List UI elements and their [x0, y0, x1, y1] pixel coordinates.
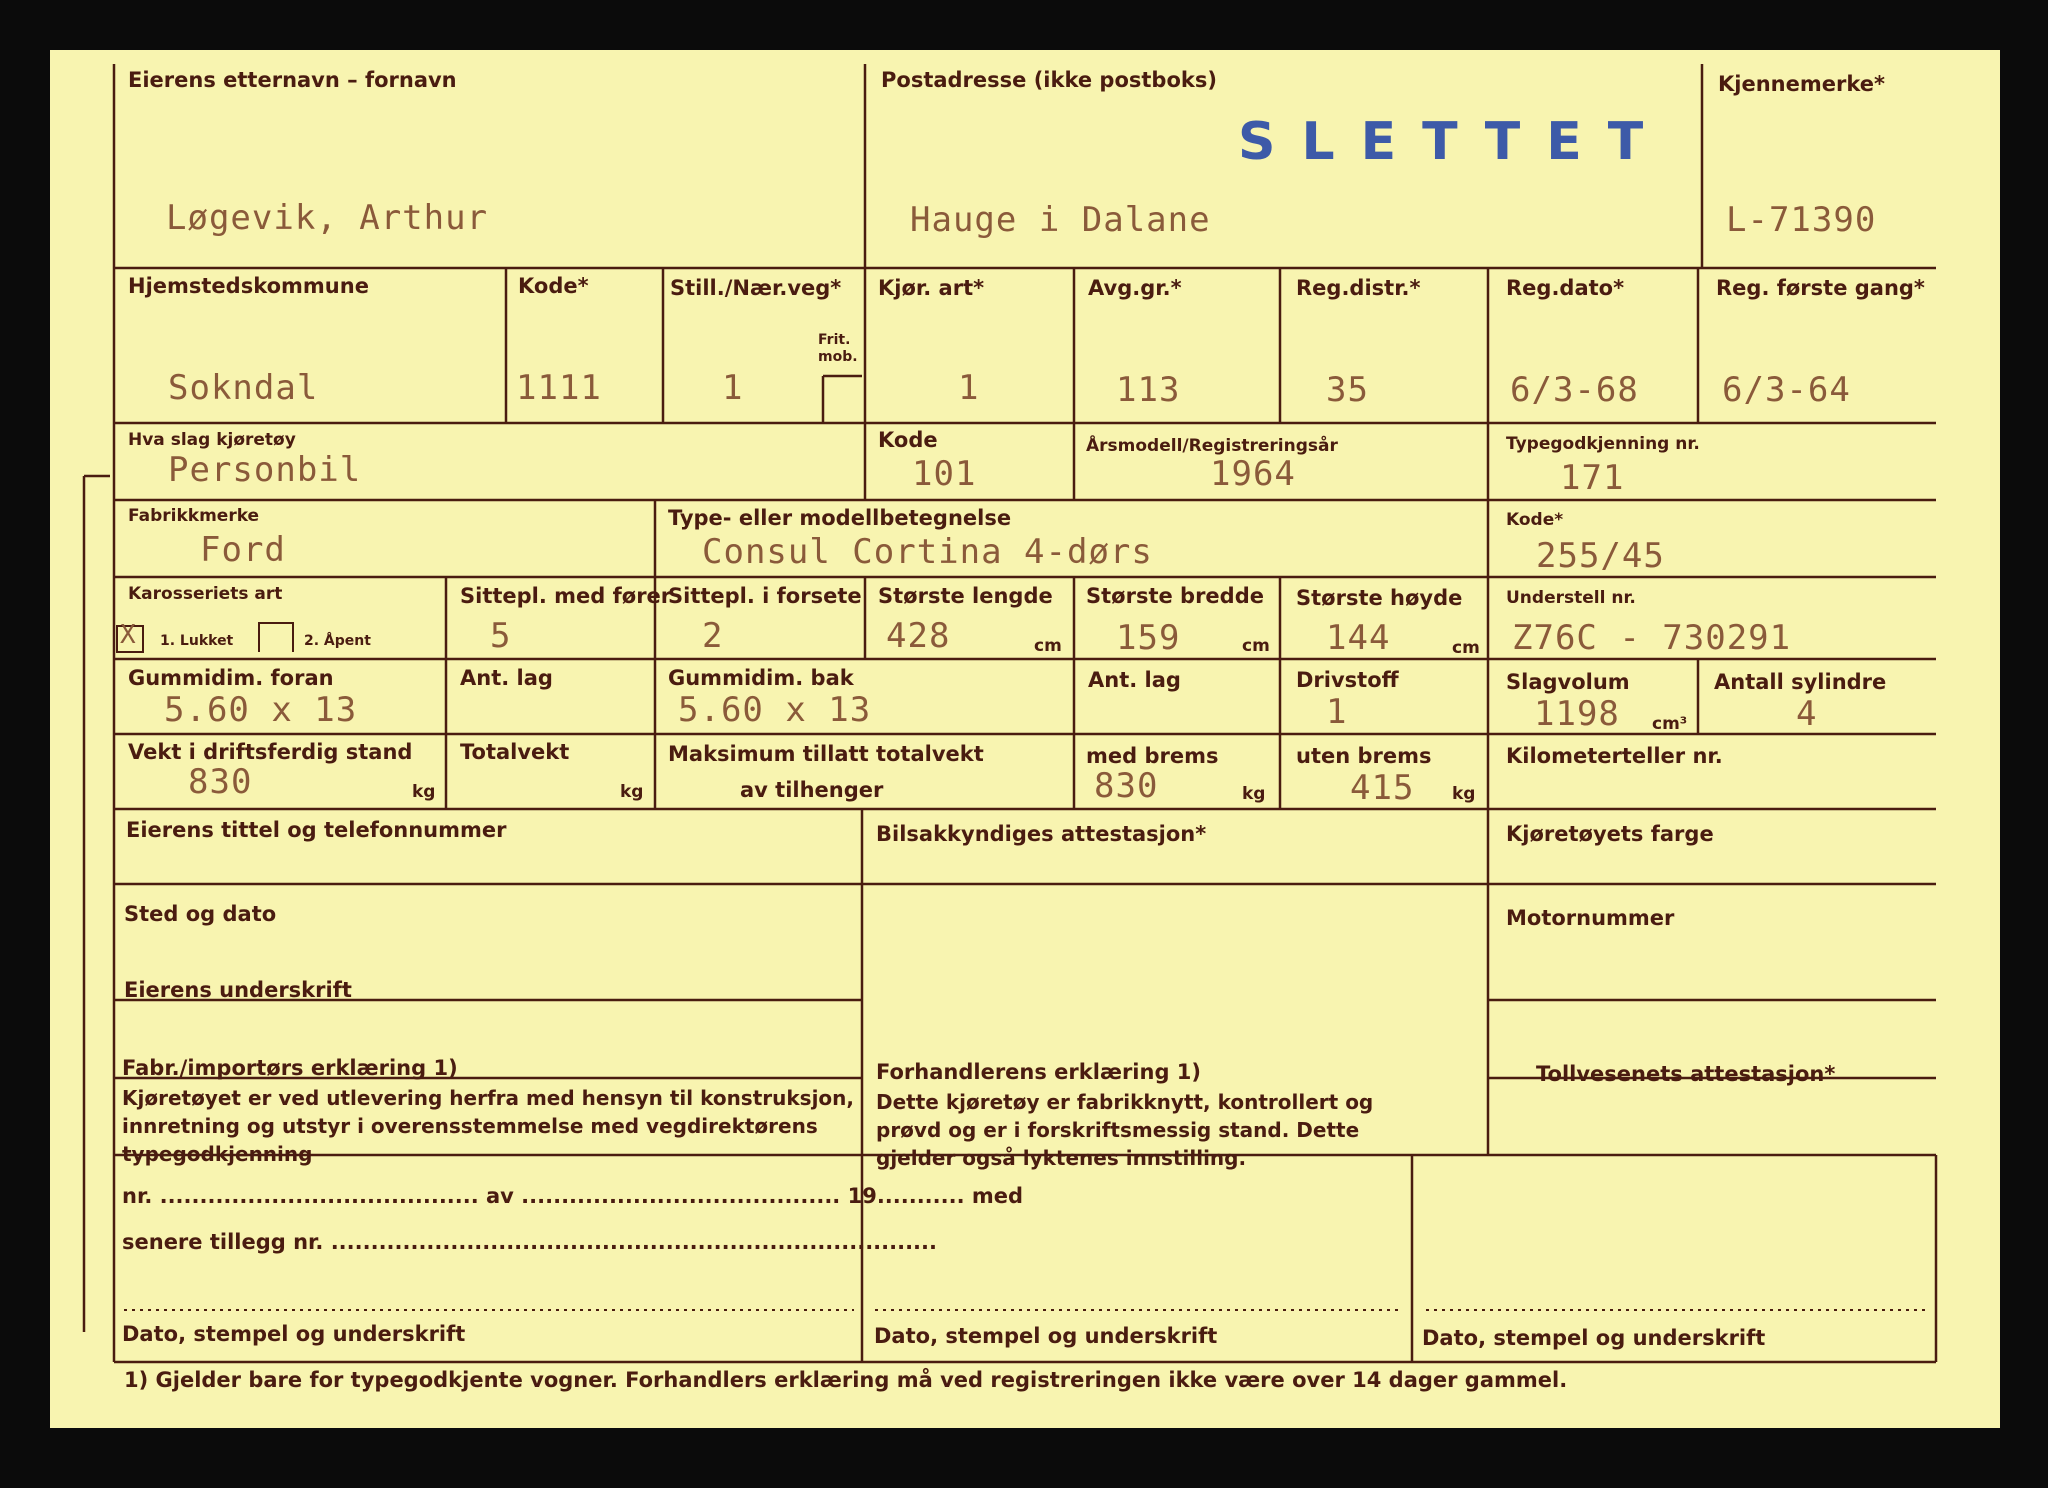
total-weight-unit: kg — [620, 782, 644, 802]
length-unit: cm — [1034, 636, 1062, 656]
cylinders-value: 4 — [1796, 694, 1818, 734]
model-label: Type- eller modellbetegnelse — [668, 506, 1012, 530]
ply-front-label: Ant. lag — [460, 666, 553, 690]
model-value: Consul Cortina 4-dørs — [702, 532, 1153, 572]
dealer-decl-label: Forhandlerens erklæring 1) — [876, 1060, 1202, 1084]
make-value: Ford — [200, 530, 286, 570]
max-height-label: Største høyde — [1296, 586, 1463, 610]
importer-stamp-sign: Dato, stempel og underskrift — [122, 1322, 466, 1346]
reg-dato-value: 6/3-68 — [1510, 370, 1639, 410]
seats-front-value: 2 — [702, 616, 724, 656]
kind-code-label: Kode — [878, 428, 938, 452]
tyre-rear-label: Gummidim. bak — [668, 666, 854, 690]
tyre-rear-value: 5.60 x 13 — [678, 690, 872, 730]
make-label: Fabrikkmerke — [128, 506, 260, 526]
curb-weight-unit: kg — [412, 782, 436, 802]
displacement-value: 1198 — [1534, 694, 1620, 734]
with-brakes-label: med brems — [1086, 744, 1219, 768]
chassis-value: Z76C - 730291 — [1512, 618, 1792, 658]
customs-stamp-sign: Dato, stempel og underskrift — [1422, 1326, 1766, 1350]
footnote: 1) Gjelder bare for typegodkjente vogner. Forhandlers erklæring må ved registreringen ikke være over 14 dager gammel. — [124, 1368, 1568, 1392]
curb-weight-label: Vekt i driftsferdig stand — [128, 740, 413, 764]
model-year-value: 1964 — [1210, 454, 1296, 494]
importer-nr-line: nr. ........................................ av ........................................ 19........... med — [122, 1184, 1024, 1208]
avg-gr-label: Avg.gr.* — [1088, 276, 1182, 300]
make-code-value: 255/45 — [1536, 536, 1665, 576]
importer-later-line: senere tillegg nr. ............................................................................ — [122, 1230, 937, 1254]
displacement-label: Slagvolum — [1506, 670, 1630, 694]
kjor-art-label: Kjør. art* — [878, 276, 985, 300]
without-brakes-unit: kg — [1452, 784, 1476, 804]
color-label: Kjøretøyets farge — [1506, 822, 1714, 846]
width-unit: cm — [1242, 636, 1270, 656]
owner-name-value: Løgevik, Arthur — [166, 198, 489, 238]
cylinders-label: Antall sylindre — [1714, 670, 1887, 694]
without-brakes-label: uten brems — [1296, 744, 1432, 768]
open-checkbox — [258, 622, 294, 652]
type-approval-label: Typegodkjenning nr. — [1506, 434, 1700, 454]
of-trailer-label: av tilhenger — [740, 778, 884, 802]
chassis-label: Understell nr. — [1506, 588, 1636, 608]
max-width-label: Største bredde — [1086, 584, 1264, 608]
height-unit: cm — [1452, 638, 1480, 658]
max-width-value: 159 — [1116, 618, 1181, 658]
closed-check-mark: X — [120, 620, 137, 650]
ply-rear-label: Ant. lag — [1088, 668, 1181, 692]
still-naer-label: Still./Nær.veg* — [670, 276, 842, 300]
closed-label: 1. Lukket — [160, 633, 234, 649]
reg-first-value: 6/3-64 — [1722, 370, 1851, 410]
kind-code-value: 101 — [912, 454, 977, 494]
dealer-stamp-sign: Dato, stempel og underskrift — [874, 1324, 1218, 1348]
tyre-front-value: 5.60 x 13 — [164, 690, 358, 730]
kjor-art-value: 1 — [958, 368, 980, 408]
with-brakes-value: 830 — [1094, 766, 1159, 806]
dealer-text: Dette kjøretøy er fabrikknytt, kontrollert og prøvd og er i forskriftsmessig stand. Dette gjelder også lyktenes innstilling. — [876, 1090, 1374, 1170]
code-value: 1111 — [516, 368, 602, 408]
max-length-value: 428 — [886, 616, 951, 656]
home-municipality-value: Sokndal — [168, 368, 319, 408]
fuel-value: 1 — [1326, 692, 1348, 732]
total-weight-label: Totalvekt — [460, 740, 570, 764]
reg-distr-label: Reg.distr.* — [1296, 276, 1421, 300]
make-code-label: Kode* — [1506, 510, 1564, 530]
postal-address-value: Hauge i Dalane — [910, 200, 1211, 240]
seats-driver-value: 5 — [490, 616, 512, 656]
reg-distr-value: 35 — [1326, 370, 1369, 410]
registration-card — [50, 50, 2000, 1428]
reg-first-label: Reg. første gang* — [1716, 276, 1925, 300]
code-label: Kode* — [518, 274, 589, 298]
slettet-stamp: SLETTET — [1238, 112, 1670, 172]
with-brakes-unit: kg — [1242, 784, 1266, 804]
seats-driver-label: Sittepl. med fører — [460, 584, 672, 608]
type-approval-value: 171 — [1560, 458, 1625, 498]
reg-mark-label: Kjennemerke* — [1718, 72, 1885, 96]
avg-gr-value: 113 — [1116, 370, 1181, 410]
model-year-label: Årsmodell/Registreringsår — [1086, 436, 1338, 456]
reg-dato-label: Reg.dato* — [1506, 276, 1625, 300]
owner-name-label: Eierens etternavn – fornavn — [128, 68, 457, 92]
still-naer-value: 1 — [722, 368, 744, 408]
max-height-value: 144 — [1326, 618, 1391, 658]
without-brakes-value: 415 — [1350, 768, 1415, 808]
frit-mob-label: Frit. mob. — [818, 332, 858, 365]
max-length-label: Største lengde — [878, 584, 1053, 608]
engine-no-label: Motornummer — [1506, 906, 1675, 930]
displacement-unit: cm³ — [1652, 714, 1688, 734]
form-grid-lines — [50, 50, 2000, 1428]
place-date-label: Sted og dato — [124, 902, 277, 926]
postal-address-label: Postadresse (ikke postboks) — [881, 68, 1217, 92]
tyre-front-label: Gummidim. foran — [128, 666, 334, 690]
seats-front-label: Sittepl. i forsete — [668, 584, 862, 608]
home-municipality-label: Hjemstedskommune — [128, 274, 369, 298]
reg-mark-value: L-71390 — [1726, 200, 1877, 240]
customs-attest-label: Tollvesenets attestasjon* — [1536, 1062, 1836, 1086]
importer-text: Kjøretøyet er ved utlevering herfra med hensyn til konstruksjon, innretning og utstyr i overensstemmelse med vegdirektørens typegodkjenning — [122, 1086, 855, 1166]
body-type-label: Karosseriets art — [128, 584, 283, 604]
vehicle-kind-label: Hva slag kjøretøy — [128, 430, 296, 450]
open-label: 2. Åpent — [304, 633, 371, 649]
curb-weight-value: 830 — [188, 762, 253, 802]
owner-signature-label: Eierens underskrift — [124, 978, 352, 1002]
expert-attest-label: Bilsakkyndiges attestasjon* — [876, 822, 1207, 846]
importer-decl-label: Fabr./importørs erklæring 1) — [122, 1056, 458, 1080]
vehicle-kind-value: Personbil — [168, 450, 362, 490]
max-trailer-label: Maksimum tillatt totalvekt — [668, 742, 984, 766]
fuel-label: Drivstoff — [1296, 668, 1399, 692]
odometer-label: Kilometerteller nr. — [1506, 744, 1723, 768]
owner-title-label: Eierens tittel og telefonnummer — [126, 818, 507, 842]
